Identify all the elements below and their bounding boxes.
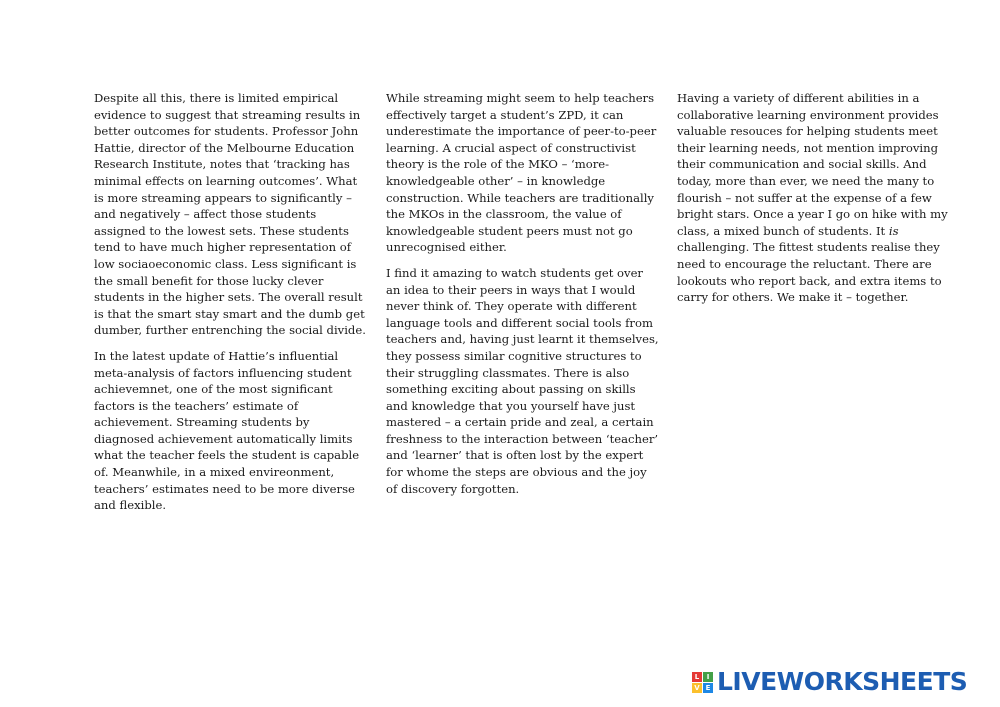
logo-letter: L <box>692 672 702 682</box>
text-column-2 <box>386 90 660 506</box>
logo-letter: I <box>703 672 713 682</box>
text-column-3 <box>677 90 951 315</box>
paragraph-text: challenging. The fittest students realise they need to encourage the reluctant. There are lookouts who report back, and extra items to carry for others. We make it – together. <box>677 240 942 305</box>
logo-text: LIVEWORKSHEETS <box>717 667 968 696</box>
logo-icon <box>692 672 713 693</box>
logo-letter: V <box>692 683 702 693</box>
paragraph-text: Having a variety of different abilities in a collaborative learning environment provides valuable resouces for helping students meet their learning needs, not mention improving their communication and social skills. And today, more than ever, we need the many to flourish – not suffer at the expense of a few bright stars. Once a year I go on hike with my class, a mixed bunch of students. It <box>677 91 948 238</box>
paragraph: I find it amazing to watch students get over an idea to their peers in ways that I would never think of. They operate with different language tools and different social tools from teachers and, having just learnt it themselves, they possess similar cognitive structures to their struggling classmates. There is also something exciting about passing on skills and knowledge that you yourself have just mastered – a certain pride and zeal, a certain freshness to the interaction between ‘teacher’ and ‘learner’ that is often lost by the expert for whome the steps are obvious and the joy of discovery forgotten. <box>386 265 659 496</box>
paragraph <box>677 90 951 306</box>
emphasis-text: is <box>888 223 899 238</box>
paragraph: In the latest update of Hattie’s influential meta-analysis of factors influencing student achievemnet, one of the most significant factors is the teachers’ estimate of achievement. Streaming students by diagnosed achievement automatically limits what the teacher feels the student is capable of. Meanwhile, in a mixed envireonment, teachers’ estimates need to be more diverse and flexible. <box>94 348 360 513</box>
paragraph: While streaming might seem to help teachers effectively target a student’s ZPD, it can underestimate the importance of peer-to-peer learning. A crucial aspect of constructivist theory is the role of the MKO – ‘more-knowledgeable other’ – in knowledge construction. While teachers are traditionally the MKOs in the classroom, the value of knowledgeable student peers must not go unrecognised either. <box>386 91 657 255</box>
liveworksheets-logo[interactable] <box>692 667 967 697</box>
logo-letter: E <box>703 683 713 693</box>
text-column-1 <box>94 90 368 523</box>
paragraph: Despite all this, there is limited empirical evidence to suggest that streaming results in better outcomes for students. Professor John Hattie, director of the Melbourne Education Research Institute, notes that ‘tracking has minimal effects on learning outcomes’. What is more streaming appears to significantly – and negatively – affect those students assigned to the lowest sets. These students tend to have much higher representation of low sociaoeconomic class. Less significant is the small benefit for those lucky clever students in the higher sets. The overall result is that the smart stay smart and the dumb get dumber, further entrenching the social divide. <box>94 91 366 338</box>
